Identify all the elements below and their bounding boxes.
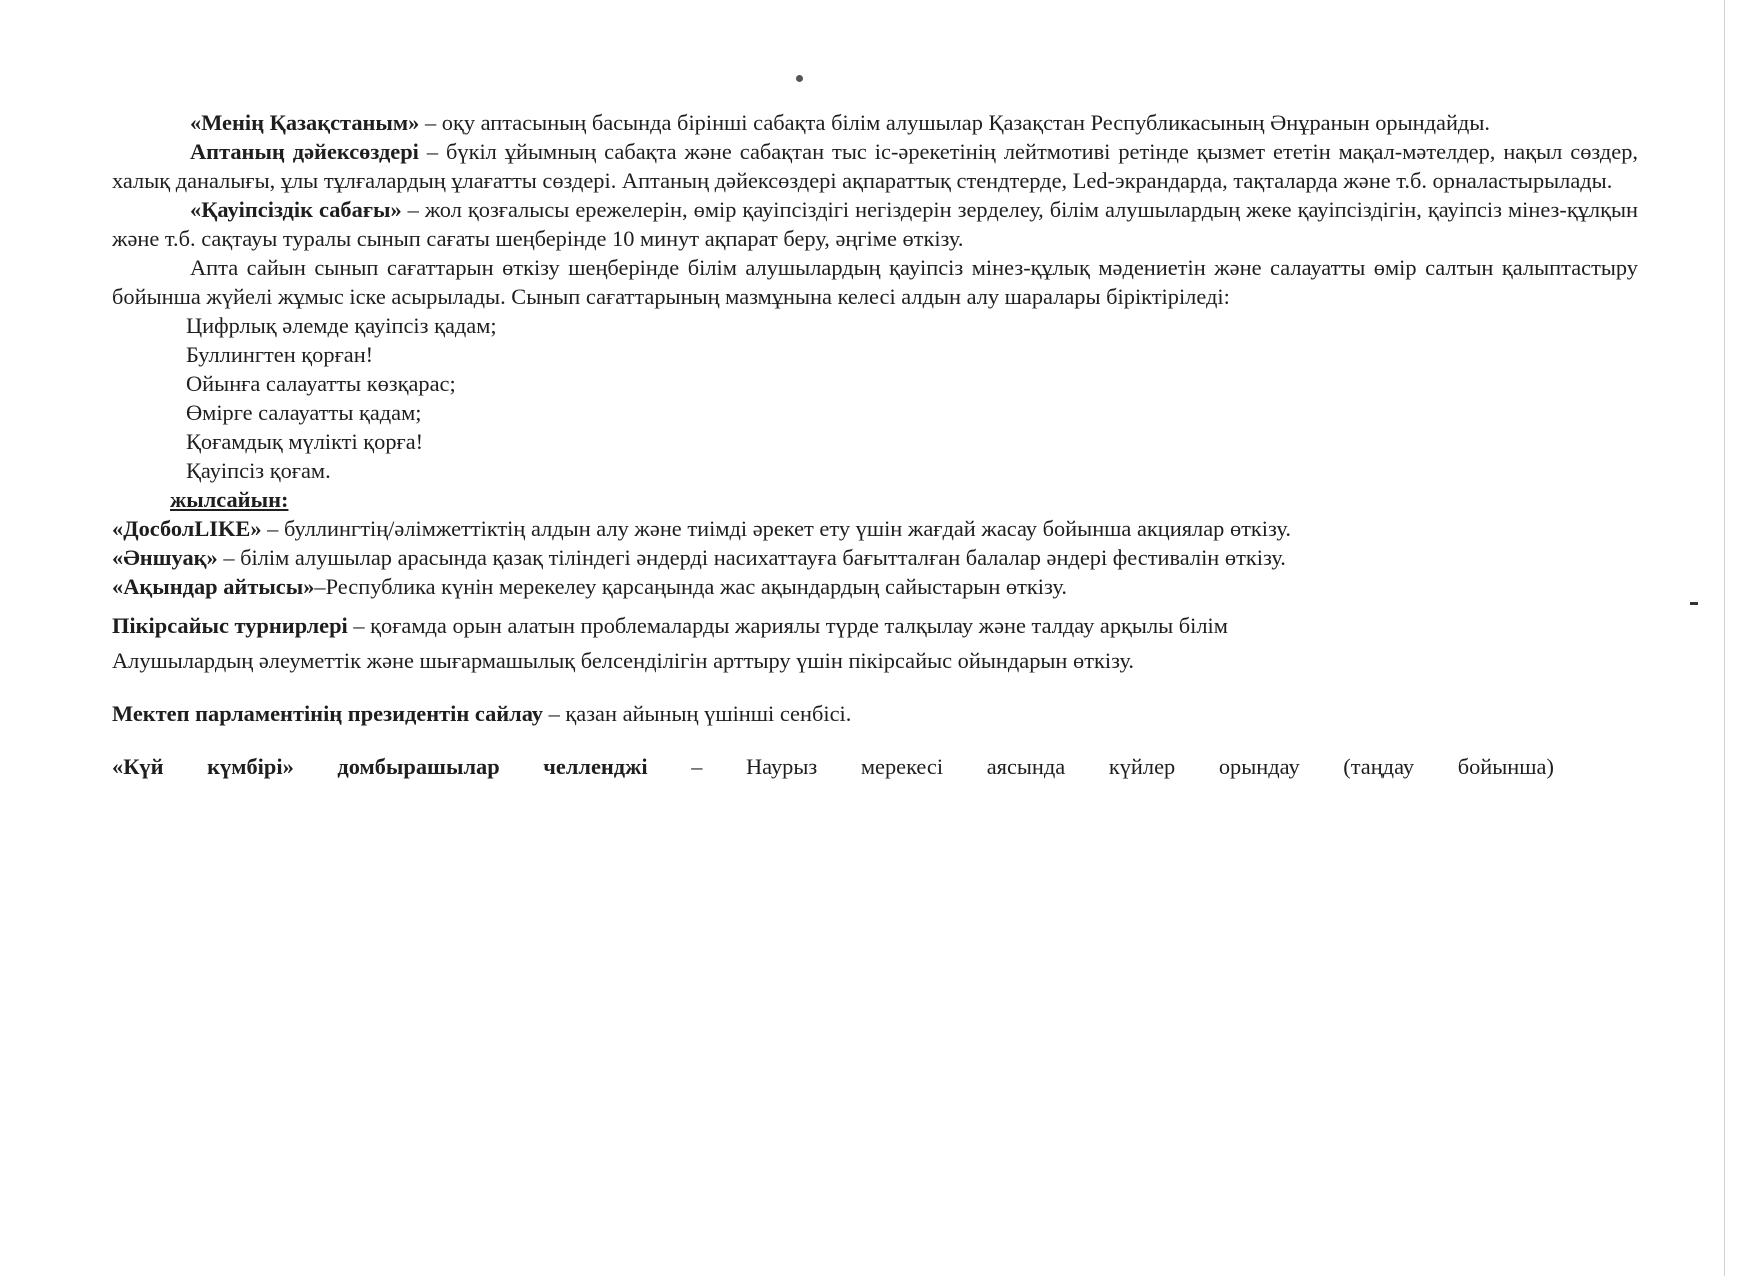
event-debate-tournaments — [112, 611, 1638, 640]
event-kui-kumbiri — [112, 752, 1554, 781]
event-text: – білім алушылар арасында қазақ тіліндегі әндерді насихаттауға бағытталған балалар әндері фестивалін өткізу. — [217, 545, 1286, 570]
list-item: Цифрлық әлемде қауіпсіз қадам; — [186, 313, 497, 338]
event-title-word: күмбірі» — [207, 754, 294, 779]
event-title-word: домбырашылар — [337, 754, 500, 779]
event-text-word: – — [691, 754, 703, 779]
paragraph-text: – бүкіл ұйымның сабақта және сабақтан тыс іс-әрекетінің лейтмотиві ретінде қызмет ететін мақал-мәтелдер, нақыл сөздер, халық даналығы, ұлы тұлғалардың ұлағатты сөздері. Аптаның дәйексөздері ақпараттық стендтерде, Led-экрандарда, тақталарда және т.б. орналастырылады. — [112, 139, 1638, 193]
paragraph-title: «Қауіпсіздік сабағы» — [190, 197, 402, 222]
event-text-word: мерекесі — [860, 754, 944, 779]
event-text: Алушылардың әлеуметтік және шығармашылық белсенділігін арттыру үшін пікірсайыс ойындарын өткізу. — [112, 648, 1135, 673]
event-title-word: «Күй — [112, 754, 164, 779]
event-text-word: бойынша) — [1457, 754, 1554, 779]
event-title-word: челленджі — [543, 754, 648, 779]
event-text: – буллингтің/әлімжеттіктің алдын алу және тиімді әрекет ету үшін жағдай жасау бойынша акциялар өткізу. — [261, 516, 1291, 541]
paragraph-kauipsizdik-sabagy — [112, 195, 1638, 253]
paragraph-text: – оқу аптасының басында бірінші сабақта білім алушылар Қазақстан Республикасының Әнұранын орындайды. — [419, 110, 1490, 135]
event-doslike — [112, 514, 1638, 543]
event-title: «Ақындар айтысы» — [112, 574, 315, 599]
event-parliament-election — [112, 699, 1638, 728]
event-title: Пікірсайыс турнирлері — [112, 613, 348, 638]
scan-page-edge — [1724, 0, 1725, 1276]
paragraph-menin-kazakstanym — [112, 108, 1638, 137]
list-item: Ойынға салауатты көзқарас; — [186, 371, 456, 396]
event-enshuak — [112, 543, 1638, 572]
list-item: Өмірге салауатты қадам; — [186, 400, 422, 425]
event-text-word: (таңдау — [1343, 754, 1415, 779]
scan-speck — [796, 75, 803, 82]
event-text: – қазан айының үшінші сенбісі. — [543, 701, 852, 726]
paragraph-aptanyn-daieksozderi — [112, 137, 1638, 195]
paragraph-title: Аптаның дәйексөздері — [190, 139, 419, 164]
event-debate-tournaments-continued — [112, 646, 1638, 675]
list-item: Буллингтен қорған! — [186, 342, 374, 367]
scan-mark — [1690, 602, 1698, 605]
event-text: – қоғамда орын алатын проблемаларды жариялы түрде талқылау және талдау арқылы білім — [347, 613, 1228, 638]
event-text: –Республика күнін мерекелеу қарсаңында жас ақындардың сайыстарын өткізу. — [314, 574, 1067, 599]
paragraph-title: «Менің Қазақстаным» — [190, 110, 420, 135]
event-text-word: аясында — [986, 754, 1066, 779]
event-title: Мектеп парламентінің президентін сайлау — [112, 701, 543, 726]
list-item: Қоғамдық мүлікті қорға! — [186, 429, 424, 454]
list-item: Қауіпсіз қоғам. — [186, 458, 331, 483]
document-body — [112, 108, 1638, 781]
event-akyndar-aitysy — [112, 572, 1638, 601]
event-text-word: орындау — [1218, 754, 1300, 779]
paragraph-weekly-class-hours — [112, 253, 1638, 311]
paragraph-text: Апта сайын сынып сағаттарын өткізу шеңберінде білім алушылардың қауіпсіз мінез-құлық мәдениетін және салауатты өмір салтын қалыптастыру бойынша жүйелі жұмыс іске асырылады. Сынып сағаттарының мазмұнына келесі алдын алу шаралары біріктіріледі: — [112, 255, 1638, 309]
event-title: «Әншуақ» — [112, 545, 218, 570]
section-heading-text: жылсайын: — [170, 487, 289, 512]
paragraph-text: – жол қозғалысы ережелерін, өмір қауіпсіздігі негіздерін зерделеу, білім алушылардың жеке қауіпсіздігін, қауіпсіз мінез-құлқын және т.б. сақтауы туралы сынып сағаты шеңберінде 10 минут ақпарат беру, әңгіме өткізу. — [112, 197, 1638, 251]
event-text-word: Наурыз — [746, 754, 818, 779]
event-title: «ДосболLIKE» — [112, 516, 262, 541]
prevention-list — [112, 311, 1638, 485]
event-text-word: күйлер — [1108, 754, 1176, 779]
section-heading — [112, 485, 1638, 514]
